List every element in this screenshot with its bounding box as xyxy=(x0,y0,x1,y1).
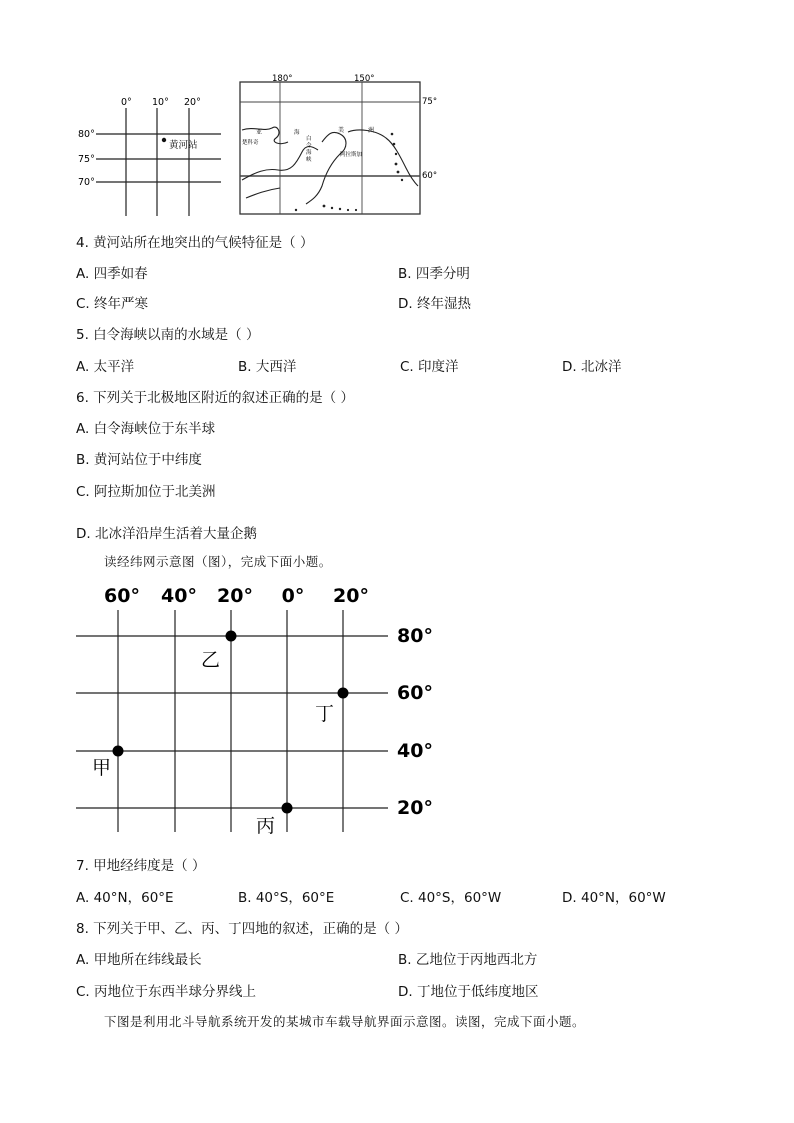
q8-option-b[interactable]: B. 乙地位于丙地西北方 xyxy=(398,952,538,968)
q7-option-a[interactable]: A. 40°N，60°E xyxy=(76,890,174,906)
q8-option-c[interactable]: C. 丙地位于东西半球分界线上 xyxy=(76,984,257,1000)
q5-stem: 5. 白令海峡以南的水域是（ ） xyxy=(76,327,260,343)
fig1-lon-0: 0° xyxy=(121,97,132,108)
q4-option-a[interactable]: A. 四季如春 xyxy=(76,266,148,282)
point-yi-label: 乙 xyxy=(201,649,221,671)
grid-lat-20: 20° xyxy=(397,797,433,819)
q5-option-c[interactable]: C. 印度洋 xyxy=(400,359,459,375)
fig2-label-alaska: 阿拉斯加 xyxy=(340,152,363,158)
fig2-label-bai: 白 xyxy=(306,136,312,142)
q8-option-a[interactable]: A. 甲地所在纬线最长 xyxy=(76,952,202,968)
fig2-label-ya: 亚 xyxy=(256,129,263,136)
point-bing-label: 丙 xyxy=(256,815,276,835)
point-jia-label: 甲 xyxy=(92,757,112,779)
fig2-lon-180: 180° xyxy=(272,74,293,84)
fig1-lon-10: 10° xyxy=(152,97,169,108)
intro-grid: 读经纬网示意图（图），完成下面小题。 xyxy=(104,554,332,569)
q5-option-b[interactable]: B. 大西洋 xyxy=(238,359,297,375)
q6-option-b[interactable]: B. 黄河站位于中纬度 xyxy=(76,452,202,468)
q7-option-c[interactable]: C. 40°S，60°W xyxy=(400,890,502,906)
fig2-label-ling: 令 xyxy=(306,143,312,149)
fig2-label-zhou: 洲 xyxy=(368,127,375,134)
fig2-label-hai: 海 xyxy=(294,130,300,136)
point-ding-label: 丁 xyxy=(315,703,335,725)
grid-lat-60: 60° xyxy=(397,682,433,704)
q8-stem: 8. 下列关于甲、乙、丙、丁四地的叙述，正确的是（ ） xyxy=(76,921,408,937)
figure-huanghe-grid xyxy=(76,92,226,220)
fig2-label-xia: 峡 xyxy=(306,157,312,163)
grid-lon-20e: 20° xyxy=(333,585,369,607)
grid-lat-40: 40° xyxy=(397,740,433,762)
intro-navigation: 下图是利用北斗导航系统开发的某城市车载导航界面示意图。读图，完成下面小题。 xyxy=(104,1014,586,1029)
fig2-lon-150: 150° xyxy=(354,74,375,84)
q4-stem: 4. 黄河站所在地突出的气候特征是（ ） xyxy=(76,235,314,251)
q4-option-d[interactable]: D. 终年湿热 xyxy=(398,296,471,312)
huanghe-station-dot xyxy=(162,138,166,142)
fig1-lat-75: 75° xyxy=(78,154,95,165)
q4-option-c[interactable]: C. 终年严寒 xyxy=(76,296,149,312)
point-yi-dot xyxy=(226,631,237,642)
huanghe-station-label: 黄河站 xyxy=(169,140,198,151)
q6-option-a[interactable]: A. 白令海峡位于东半球 xyxy=(76,421,216,437)
q7-stem: 7. 甲地经纬度是（ ） xyxy=(76,858,206,874)
point-jia-dot xyxy=(113,746,124,757)
q4-option-b[interactable]: B. 四季分明 xyxy=(398,266,470,282)
q6-option-c[interactable]: C. 阿拉斯加位于北美洲 xyxy=(76,484,216,500)
q5-option-a[interactable]: A. 太平洋 xyxy=(76,359,135,375)
q8-option-d[interactable]: D. 丁地位于低纬度地区 xyxy=(398,984,539,1000)
fig1-lat-80: 80° xyxy=(78,129,95,140)
fig2-label-mei: 美 xyxy=(338,127,345,134)
q7-option-b[interactable]: B. 40°S，60°E xyxy=(238,890,335,906)
q5-option-d[interactable]: D. 北冰洋 xyxy=(562,359,622,375)
grid-lon-60: 60° xyxy=(104,585,140,607)
fig2-label-chukchi: 楚科奇 xyxy=(242,140,259,146)
fig1-lat-70: 70° xyxy=(78,177,95,188)
figure-latlon-grid xyxy=(70,580,450,835)
grid-lon-0: 0° xyxy=(281,585,305,607)
fig2-lat-75: 75° xyxy=(422,97,438,107)
fig1-lon-20: 20° xyxy=(184,97,201,108)
fig2-label-hai2: 海 xyxy=(306,150,312,156)
grid-lon-40: 40° xyxy=(161,585,197,607)
grid-lon-20w: 20° xyxy=(217,585,253,607)
grid-lat-80: 80° xyxy=(397,625,433,647)
point-bing-dot xyxy=(282,803,293,814)
figure-bering-map xyxy=(236,72,446,220)
point-ding-dot xyxy=(338,688,349,699)
q7-option-d[interactable]: D. 40°N，60°W xyxy=(562,890,666,906)
q6-option-d[interactable]: D. 北冰洋沿岸生活着大量企鹅 xyxy=(76,526,257,542)
fig2-lat-60: 60° xyxy=(422,171,438,181)
q6-stem: 6. 下列关于北极地区附近的叙述正确的是（ ） xyxy=(76,390,354,406)
